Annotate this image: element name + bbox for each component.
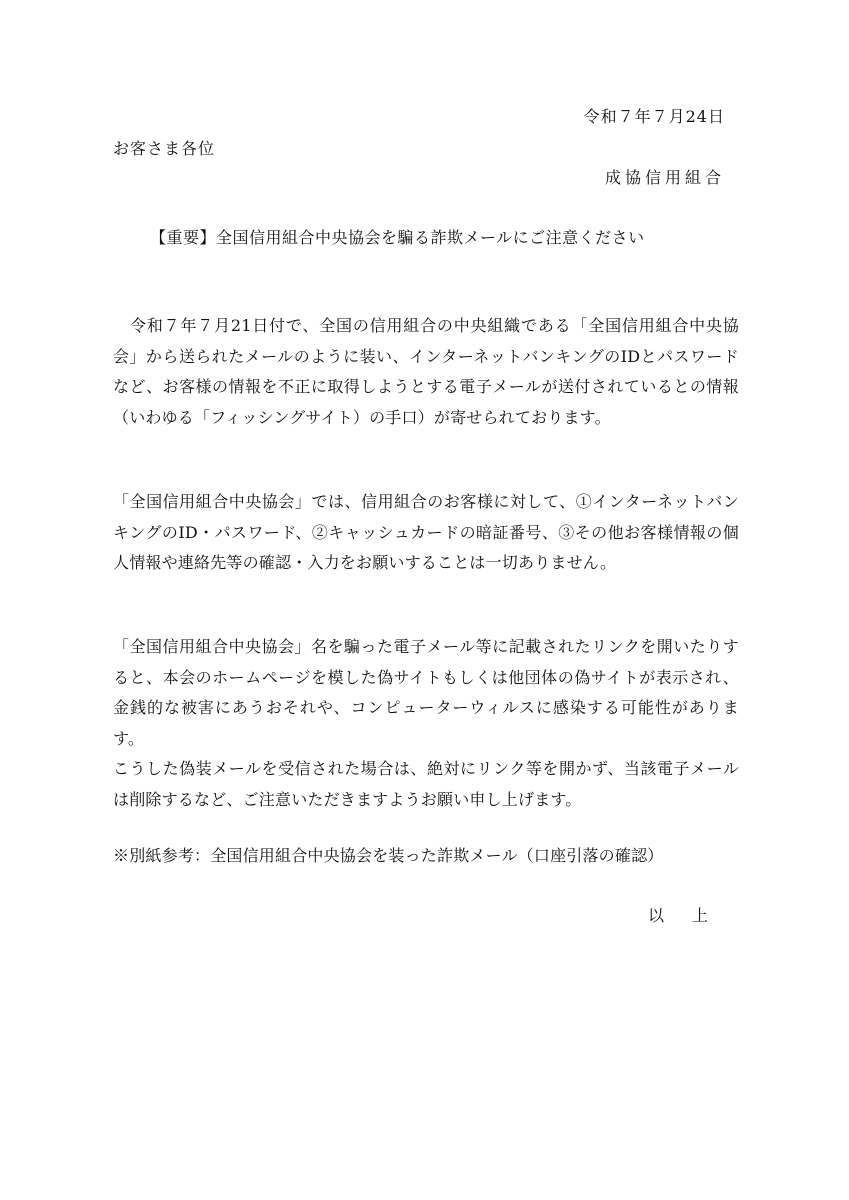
letter-date: 令和７年７月24日	[583, 107, 725, 126]
reference-note: ※別紙参考：全国信用組合中央協会を装った詐欺メール（口座引落の確認）	[113, 846, 664, 865]
letter-title: 【重要】全国信用組合中央協会を騙る詐欺メールにご注意ください	[150, 228, 645, 247]
letter-sender: 成協信用組合	[604, 168, 725, 187]
paragraph-intro: 令和７年７月21日付で、全国の信用組合の中央組織である「全国信用組合中央協会」から送られたメールのように装い、インターネットバンキングのIDとパスワードなど、お客様の情報を不正に取得しようとする電子メールが送付されているとの情報（いわゆる「フィッシングサイト）の手口）が寄せられております。	[113, 316, 739, 427]
paragraph-request: こうした偽装メールを受信された場合は、絶対にリンク等を開かず、当該電子メールは削除するなど、ご注意いただきますようお願い申し上げます。	[113, 759, 739, 809]
letter-recipient: お客さま各位	[113, 139, 216, 158]
paragraph-policy: 「全国信用組合中央協会」では、信用組合のお客様に対して、①インターネットバンキングのID・パスワード、②キャッシュカードの暗証番号、③その他お客様情報の個人情報や連絡先等の確認・入力をお願いすることは一切ありません。	[113, 492, 739, 572]
closing-mark: 以上	[647, 906, 736, 925]
paragraph-risk: 「全国信用組合中央協会」名を騙った電子メール等に記載されたリンクを開いたりすると、本会のホームページを模した偽サイトもしくは他団体の偽サイトが表示され、金銭的な被害にあうおそれや、コンピューターウィルスに感染する可能性があります。	[113, 637, 739, 748]
